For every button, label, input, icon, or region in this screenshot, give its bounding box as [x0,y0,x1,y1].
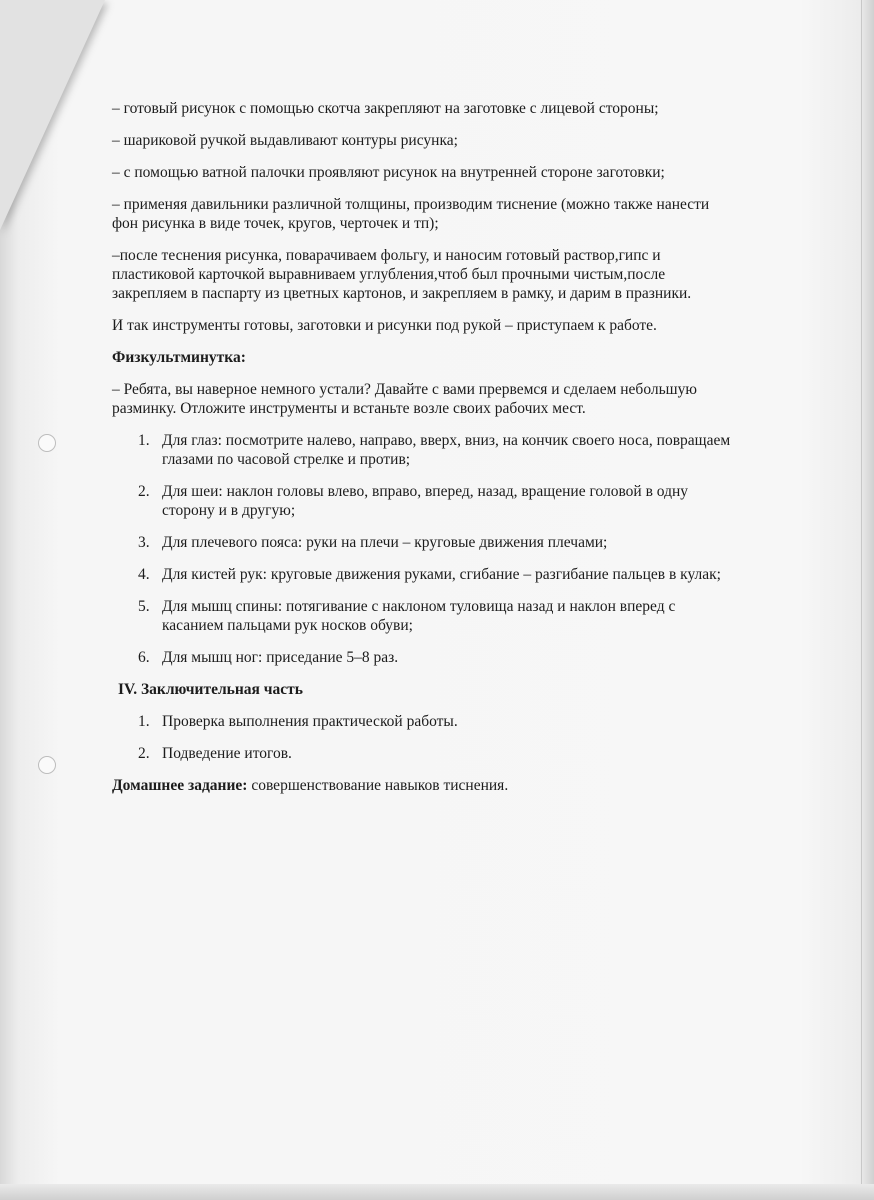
exercise-number: 6. [138,649,150,666]
binder-hole [38,756,56,774]
exercise-text: касанием пальцами рук носков обуви; [162,617,413,634]
exercise-text: Для кистей рук: круговые движения руками, сгибание – разгибание пальцев в кулак; [162,566,721,583]
exercise-text: Для мышц ног: приседание 5–8 раз. [162,649,399,666]
page-bottom-edge [0,1184,874,1200]
binder-hole [38,434,56,452]
final-item-text: Подведение итогов. [162,745,292,762]
exercise-text: Для глаз: посмотрите налево, направо, вверх, вниз, на кончик своего носа, повращаем [162,432,731,449]
exercise-text: Для плечевого пояса: руки на плечи – круговые движения плечами; [162,534,608,551]
homework-label: Домашнее задание: [112,777,248,794]
fizkult-heading: Физкультминутка: [112,349,246,366]
exercise-text: Для шеи: наклон головы влево, вправо, вперед, назад, вращение головой в одну [162,483,689,500]
step-line: – с помощью ватной палочки проявляют рисунок на внутренней стороне заготовки; [112,164,665,181]
exercise-number: 4. [138,566,150,583]
homework-line [112,776,508,795]
step-line: фон рисунка в виде точек, кругов, черточек и тп); [112,215,439,232]
homework-text: совершенствование навыков тиснения. [247,777,509,794]
final-item-text: Проверка выполнения практической работы. [162,713,458,730]
final-part-heading: IV. Заключительная часть [118,681,303,698]
step-line: – применяя давильники различной толщины, производим тиснение (можно также нанести [112,196,710,213]
exercise-number: 3. [138,534,150,551]
exercise-text: глазами по часовой стрелке и против; [162,451,411,468]
step-line: закрепляем в паспарту из цветных картонов, и закрепляем в рамку, и дарим в празники. [112,285,692,302]
exercise-text: сторону и в другую; [162,502,296,519]
step-line: пластиковой карточкой выравниваем углубления,чтоб был прочными чистым,после [112,266,666,283]
final-item-number: 2. [138,745,150,762]
exercise-number: 5. [138,598,150,615]
folded-corner [0,0,105,230]
page-edge [861,0,862,1200]
fizkult-intro: разминку. Отложите инструменты и встаньте возле своих рабочих мест. [112,400,586,417]
exercise-number: 2. [138,483,150,500]
step-line: –после теснения рисунка, поварачиваем фольгу, и наносим готовый раствор,гипс и [112,247,661,264]
fizkult-intro: – Ребята, вы наверное немного устали? Давайте с вами прервемся и сделаем небольшую [112,381,697,398]
ready-paragraph: И так инструменты готовы, заготовки и рисунки под рукой – приступаем к работе. [112,317,657,334]
step-line: – готовый рисунок с помощью скотча закрепляют на заготовке с лицевой стороны; [112,100,659,117]
final-item-number: 1. [138,713,150,730]
step-line: – шариковой ручкой выдавливают контуры рисунка; [112,132,458,149]
exercise-text: Для мышц спины: потягивание с наклоном туловища назад и наклон вперед с [162,598,676,615]
exercise-number: 1. [138,432,150,449]
